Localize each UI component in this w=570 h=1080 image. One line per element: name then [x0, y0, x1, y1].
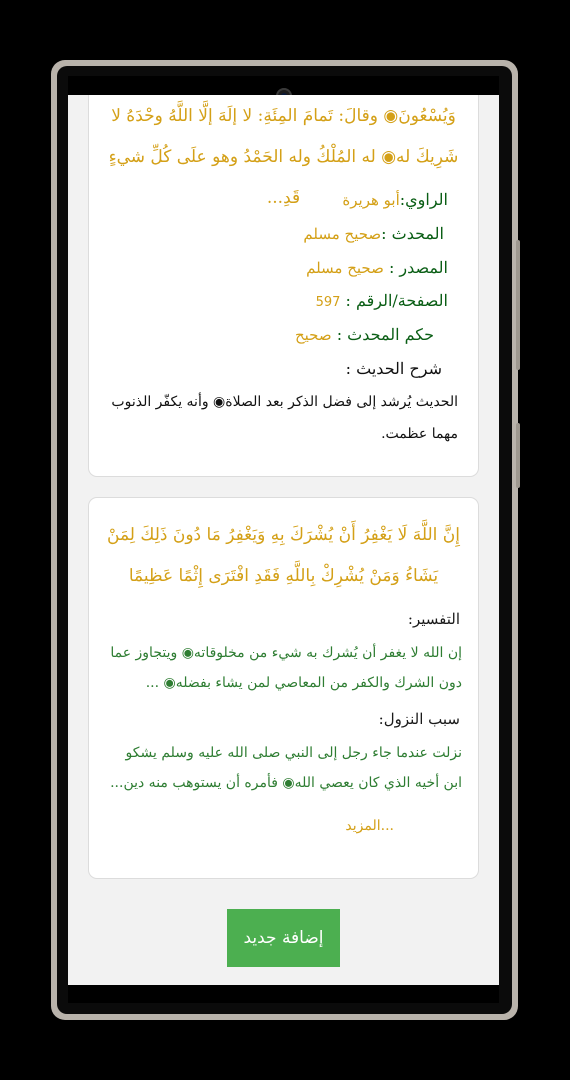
app-screen	[68, 95, 499, 985]
verse-card	[88, 497, 479, 879]
reason-text: نزلت عندما جاء رجل إلى النبي صلى الله عليه وسلم يشكو ابن أخيه الذي كان يعصي الله◉ فأمره أن يستوهب منه دين...	[110, 745, 462, 791]
ruling-value: صحيح	[294, 326, 332, 344]
verse-text	[89, 515, 478, 597]
page-value: 597	[315, 295, 341, 310]
volume-button	[516, 240, 520, 370]
muhaddith-row	[303, 224, 444, 243]
hadith-text-line2: شَرِيكَ له◉ له المُلْكُ وله الحَمْدُ وهو علَى كُلِّ شيءٍ قَدِ...	[108, 147, 459, 208]
muhaddith-value[interactable]: صحيح مسلم	[303, 225, 382, 243]
tafsir-label: التفسير:	[407, 610, 460, 628]
hadith-card	[88, 95, 479, 477]
source-label: المصدر :	[388, 258, 448, 277]
muhaddith-label: المحدث :	[381, 224, 444, 243]
page-label: الصفحة/الرقم :	[345, 291, 448, 310]
verse-text-line1: إِنَّ اللَّهَ لَا يَغْفِرُ أَنْ يُشْرَكَ بِهِ وَيَغْفِرُ مَا دُونَ ذَلِكَ لِمَنْ	[107, 525, 460, 545]
source-row	[306, 258, 448, 277]
add-new-button[interactable]: إضافة جديد	[227, 909, 340, 967]
ruling-row	[295, 325, 434, 344]
narrator-row	[342, 190, 448, 209]
narrator-value[interactable]: أبو هريرة	[342, 191, 400, 209]
navigation-bar	[68, 985, 499, 1003]
more-link[interactable]: ...المزيد	[345, 818, 394, 834]
hadith-text-line1: وَيُسْعُونَ◉ وقالَ: تَمامَ المِئَةِ: لا إلَهَ إلَّا اللَّهُ وحْدَهُ لا	[111, 106, 456, 126]
explanation-label: شرح الحديث :	[345, 359, 442, 378]
ruling-label: حكم المحدث :	[336, 325, 434, 344]
tafsir-text: إن الله لا يغفر أن يُشرك به شيء من مخلوقاته◉ ويتجاوز عما دون الشرك والكفر من المعاصي لمن يشاء بفضله◉ ...	[110, 645, 462, 691]
reason-label: سبب النزول:	[378, 710, 460, 728]
narrator-label: الراوي:	[399, 190, 448, 209]
verse-text-line2: يَشَاءُ وَمَنْ يُشْرِكْ بِاللَّهِ فَقَدِ افْتَرَى إِثْمًا عَظِيمًا	[128, 566, 439, 586]
power-button	[516, 423, 520, 488]
page-row	[316, 291, 448, 310]
explanation-text: الحديث يُرشد إلى فضل الذكر بعد الصلاة◉ وأنه يكفّر الذنوب مهما عظمت.	[111, 394, 458, 442]
source-value[interactable]: صحيح مسلم	[306, 259, 384, 277]
